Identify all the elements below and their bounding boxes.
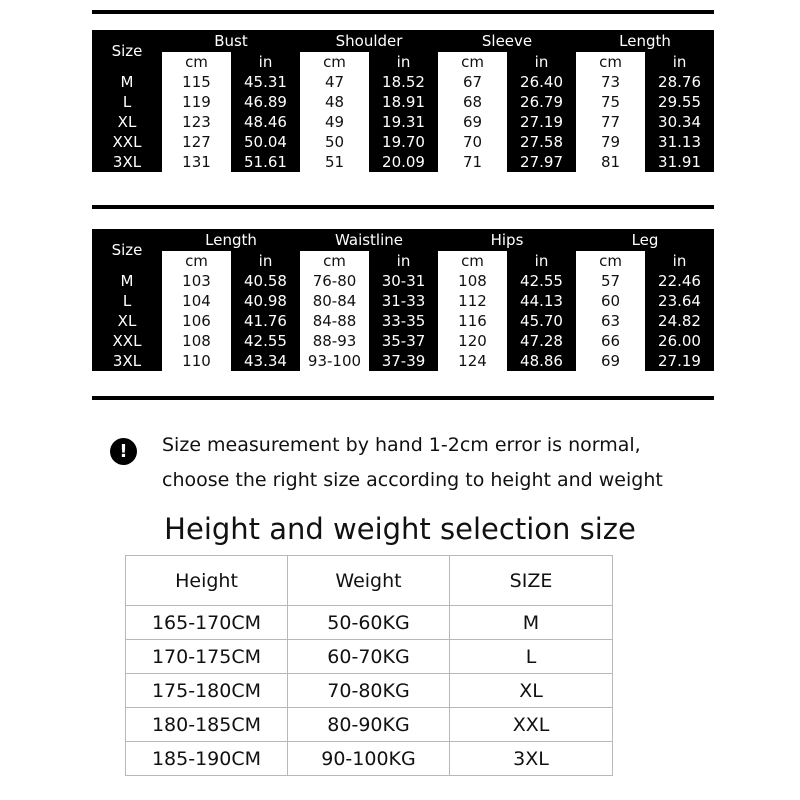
table-cell: 28.76 <box>645 72 714 92</box>
table-cell: 49 <box>300 112 369 132</box>
table-cell: 110 <box>162 351 231 371</box>
size-label: 3XL <box>92 351 162 371</box>
size-label: M <box>92 72 162 92</box>
table-cell: 124 <box>438 351 507 371</box>
note-line-2: choose the right size according to height and weight <box>162 469 663 491</box>
table-cell: 40.58 <box>231 271 300 291</box>
weight-cell: 90-100KG <box>288 742 450 776</box>
unit-cm: cm <box>576 52 645 72</box>
table-cell: 63 <box>576 311 645 331</box>
table-cell: 22.46 <box>645 271 714 291</box>
selection-title: Height and weight selection size <box>164 512 636 546</box>
table-cell: 30-31 <box>369 271 438 291</box>
unit-in: in <box>645 251 714 271</box>
table-cell: 31.91 <box>645 152 714 172</box>
unit-cm: cm <box>576 251 645 271</box>
table-cell: 123 <box>162 112 231 132</box>
table-row <box>92 351 714 371</box>
table-cell: 45.70 <box>507 311 576 331</box>
table-cell: 35-37 <box>369 331 438 351</box>
table-cell: 47 <box>300 72 369 92</box>
group-header-bust: Bust <box>162 30 300 52</box>
table-cell: 73 <box>576 72 645 92</box>
size-label: M <box>92 271 162 291</box>
table-row <box>92 92 714 112</box>
table-row <box>126 640 613 674</box>
size-label: 3XL <box>92 152 162 172</box>
table-cell: 81 <box>576 152 645 172</box>
weight-cell: 80-90KG <box>288 708 450 742</box>
unit-cm: cm <box>162 52 231 72</box>
unit-in: in <box>507 251 576 271</box>
group-header-leg: Leg <box>576 229 714 251</box>
table-cell: 45.31 <box>231 72 300 92</box>
table-cell: 30.34 <box>645 112 714 132</box>
table-cell: 48.46 <box>231 112 300 132</box>
table-cell: 70 <box>438 132 507 152</box>
table-cell: 115 <box>162 72 231 92</box>
table-cell: 27.58 <box>507 132 576 152</box>
table-cell: 51 <box>300 152 369 172</box>
table-cell: 26.40 <box>507 72 576 92</box>
table-row <box>92 112 714 132</box>
unit-in: in <box>645 52 714 72</box>
table-cell: 51.61 <box>231 152 300 172</box>
size-table-bottom <box>92 229 714 371</box>
unit-cm: cm <box>300 251 369 271</box>
table-cell: 57 <box>576 271 645 291</box>
table-cell: 50.04 <box>231 132 300 152</box>
table-row <box>92 72 714 92</box>
size-label: L <box>92 291 162 311</box>
table-cell: 68 <box>438 92 507 112</box>
table-cell: 119 <box>162 92 231 112</box>
table-cell: 48 <box>300 92 369 112</box>
table-cell: 69 <box>438 112 507 132</box>
weight-cell: 70-80KG <box>288 674 450 708</box>
table-cell: 27.97 <box>507 152 576 172</box>
size-label: XL <box>92 311 162 331</box>
table-cell: 24.82 <box>645 311 714 331</box>
top-rule-1 <box>92 10 714 14</box>
height-cell: 165-170CM <box>126 606 288 640</box>
table-cell: 79 <box>576 132 645 152</box>
group-header-sleeve: Sleeve <box>438 30 576 52</box>
table-row <box>126 708 613 742</box>
table-cell: 47.28 <box>507 331 576 351</box>
table-row <box>92 132 714 152</box>
table-cell: 41.76 <box>231 311 300 331</box>
bottom-rule <box>92 396 714 400</box>
size-table-top <box>92 30 714 172</box>
table-cell: 127 <box>162 132 231 152</box>
size-label: XXL <box>92 132 162 152</box>
size-cell: 3XL <box>450 742 613 776</box>
height-cell: 170-175CM <box>126 640 288 674</box>
table-cell: 116 <box>438 311 507 331</box>
table-cell: 46.89 <box>231 92 300 112</box>
table-row <box>126 742 613 776</box>
note-line-1: Size measurement by hand 1-2cm error is normal, <box>162 434 641 456</box>
table-cell: 19.31 <box>369 112 438 132</box>
size-label: L <box>92 92 162 112</box>
unit-in: in <box>231 251 300 271</box>
weight-cell: 60-70KG <box>288 640 450 674</box>
group-header-shoulder: Shoulder <box>300 30 438 52</box>
table-cell: 76-80 <box>300 271 369 291</box>
header-size: SIZE <box>450 556 613 606</box>
unit-cm: cm <box>300 52 369 72</box>
table-row <box>92 152 714 172</box>
table-cell: 27.19 <box>645 351 714 371</box>
table-row <box>126 606 613 640</box>
table-cell: 26.79 <box>507 92 576 112</box>
table-cell: 104 <box>162 291 231 311</box>
table-cell: 71 <box>438 152 507 172</box>
group-header-length: Length <box>576 30 714 52</box>
exclamation-icon: ! <box>110 438 137 465</box>
table-cell: 23.64 <box>645 291 714 311</box>
table-cell: 18.52 <box>369 72 438 92</box>
table-cell: 43.34 <box>231 351 300 371</box>
table-row <box>126 674 613 708</box>
header-weight: Weight <box>288 556 450 606</box>
table-cell: 33-35 <box>369 311 438 331</box>
table-cell: 48.86 <box>507 351 576 371</box>
unit-in: in <box>369 52 438 72</box>
height-weight-table <box>125 555 613 776</box>
size-cell: XXL <box>450 708 613 742</box>
unit-cm: cm <box>438 251 507 271</box>
table-cell: 26.00 <box>645 331 714 351</box>
table-cell: 103 <box>162 271 231 291</box>
size-cell: M <box>450 606 613 640</box>
table-cell: 84-88 <box>300 311 369 331</box>
group-header-length: Length <box>162 229 300 251</box>
table-cell: 77 <box>576 112 645 132</box>
table-row <box>92 331 714 351</box>
table-cell: 29.55 <box>645 92 714 112</box>
table-cell: 42.55 <box>231 331 300 351</box>
table-cell: 80-84 <box>300 291 369 311</box>
table-cell: 31-33 <box>369 291 438 311</box>
table-cell: 40.98 <box>231 291 300 311</box>
size-cell: XL <box>450 674 613 708</box>
table-cell: 88-93 <box>300 331 369 351</box>
table-row <box>92 271 714 291</box>
table-cell: 66 <box>576 331 645 351</box>
table-cell: 42.55 <box>507 271 576 291</box>
header-height: Height <box>126 556 288 606</box>
unit-in: in <box>507 52 576 72</box>
table-cell: 108 <box>162 331 231 351</box>
table-cell: 27.19 <box>507 112 576 132</box>
size-column-header: Size <box>92 229 162 271</box>
table-cell: 44.13 <box>507 291 576 311</box>
size-cell: L <box>450 640 613 674</box>
table-cell: 67 <box>438 72 507 92</box>
height-cell: 185-190CM <box>126 742 288 776</box>
group-header-hips: Hips <box>438 229 576 251</box>
table-cell: 120 <box>438 331 507 351</box>
table-cell: 75 <box>576 92 645 112</box>
unit-in: in <box>231 52 300 72</box>
group-header-waistline: Waistline <box>300 229 438 251</box>
table-cell: 112 <box>438 291 507 311</box>
unit-cm: cm <box>438 52 507 72</box>
table-cell: 106 <box>162 311 231 331</box>
table-cell: 93-100 <box>300 351 369 371</box>
unit-in: in <box>369 251 438 271</box>
table-cell: 20.09 <box>369 152 438 172</box>
table-cell: 131 <box>162 152 231 172</box>
weight-cell: 50-60KG <box>288 606 450 640</box>
mid-rule <box>92 205 714 209</box>
height-cell: 175-180CM <box>126 674 288 708</box>
unit-cm: cm <box>162 251 231 271</box>
table-cell: 60 <box>576 291 645 311</box>
table-cell: 18.91 <box>369 92 438 112</box>
table-cell: 19.70 <box>369 132 438 152</box>
size-label: XL <box>92 112 162 132</box>
table-cell: 108 <box>438 271 507 291</box>
height-cell: 180-185CM <box>126 708 288 742</box>
table-cell: 69 <box>576 351 645 371</box>
table-cell: 37-39 <box>369 351 438 371</box>
table-row <box>92 311 714 331</box>
table-cell: 31.13 <box>645 132 714 152</box>
table-row <box>92 291 714 311</box>
size-label: XXL <box>92 331 162 351</box>
size-column-header: Size <box>92 30 162 72</box>
table-cell: 50 <box>300 132 369 152</box>
